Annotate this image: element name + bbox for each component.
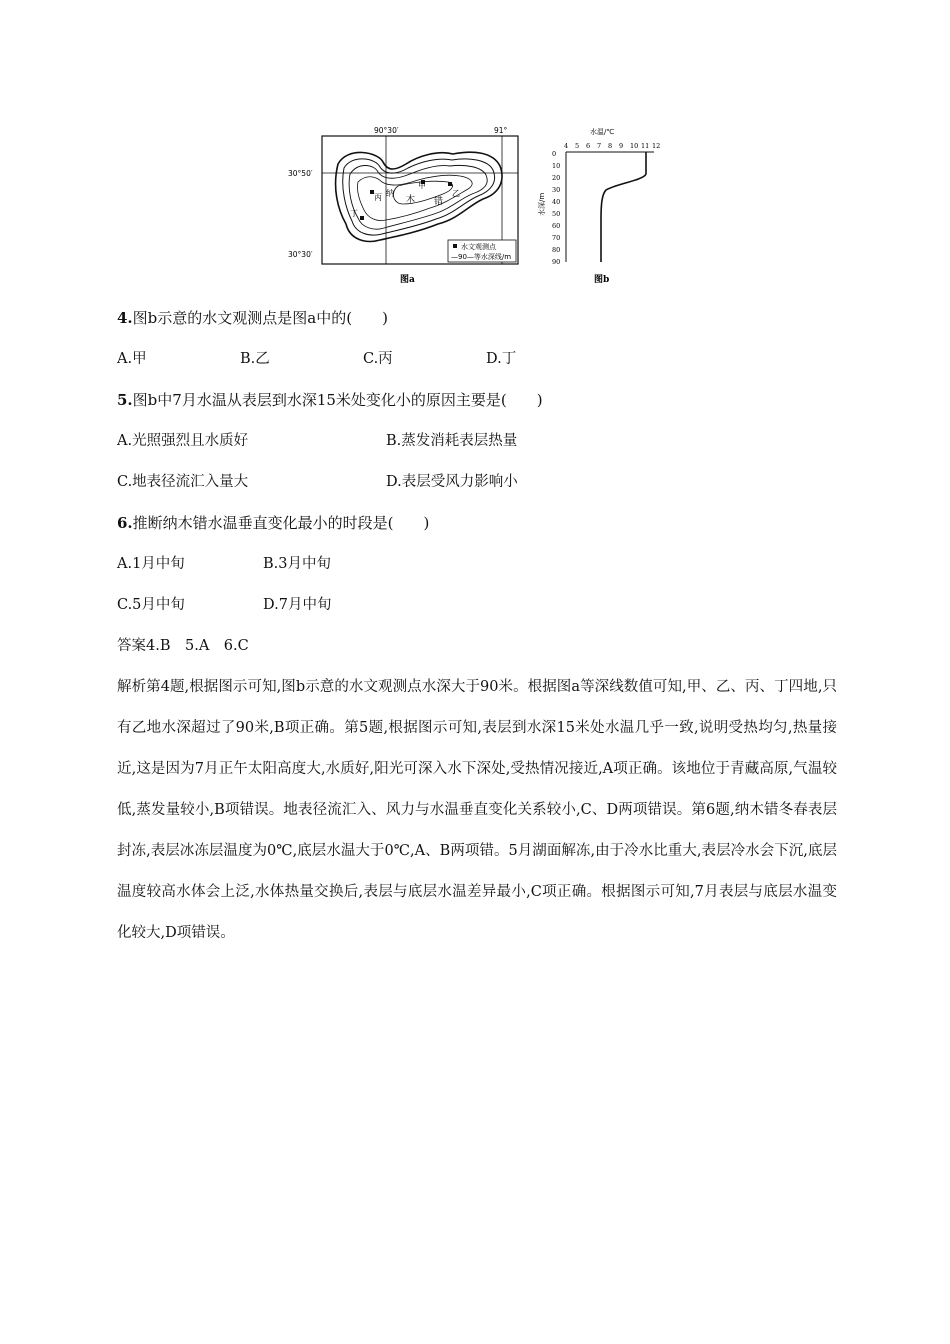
- option: C.地表径流汇入量大: [117, 474, 249, 490]
- question-4-options: [117, 339, 837, 380]
- figure-a-caption: 图a: [400, 275, 415, 284]
- y-tick-label: 60: [552, 222, 561, 230]
- option: A.甲: [117, 351, 147, 367]
- y-axis-title: 水深/m: [538, 192, 546, 216]
- map-figure-a: [288, 124, 528, 284]
- y-tick-label: 50: [552, 210, 561, 218]
- option: D.7月中旬: [263, 597, 332, 613]
- question-6-options-row1: [117, 544, 837, 585]
- lat-label-1: 30°50′: [288, 169, 313, 178]
- question-6-options-row2: [117, 585, 837, 626]
- x-tick-label: 5: [575, 142, 580, 150]
- option: A.1月中旬: [117, 556, 185, 572]
- profile-figure-b: [536, 124, 666, 284]
- question-5-options-row2: [117, 462, 837, 503]
- figure-b-caption: 图b: [594, 275, 610, 284]
- answer: 答案4.B 5.A 6.C: [117, 638, 249, 654]
- y-tick-label: 90: [552, 258, 561, 266]
- question-4: 4.图b示意的水文观测点是图a中的( ): [117, 309, 388, 327]
- y-tick-label: 80: [552, 246, 561, 254]
- x-tick-label: 11: [641, 142, 650, 150]
- y-tick-label: 0: [552, 150, 557, 158]
- y-tick-label: 70: [552, 234, 561, 242]
- option: C.5月中旬: [117, 597, 185, 613]
- option: C.丙: [363, 351, 393, 367]
- option: D.丁: [486, 351, 517, 367]
- question-6: 6.推断纳木错水温垂直变化最小的时段是( ): [117, 514, 430, 532]
- place-ding: 丁: [350, 209, 358, 218]
- x-tick-label: 10: [630, 142, 639, 150]
- lon-label-2: 91°: [494, 126, 508, 135]
- x-tick-label: 6: [586, 142, 591, 150]
- place-yi: 乙: [452, 189, 460, 198]
- y-tick-label: 20: [552, 174, 561, 182]
- x-tick-label: 9: [619, 142, 624, 150]
- figure: [288, 124, 678, 289]
- question-5-options-row1: [117, 421, 837, 462]
- place-mu: 木: [406, 195, 416, 205]
- question-5: 5.图b中7月水温从表层到水深15米处变化小的原因主要是( ): [117, 391, 543, 409]
- analysis: 解析第4题,根据图示可知,图b示意的水文观测点水深大于90米。根据图a等深线数值可知,甲、乙、丙、丁四地,只有乙地水深超过了90米,B项正确。第5题,根据图示可知,表层到水深15米处水温几乎一致,说明受热均匀,热量接近,这是因为7月正午太阳高度大,水质好,阳光可深入水下深处,受热情况接近,A项正确。该地位于青藏高原,气温较低,蒸发量较小,B项错误。地表径流汇入、风力与水温垂直变化关系较小,C、D两项错误。第6题,纳木错冬春表层封冻,表层冰冻层温度为0℃,底层水温大于0℃,A、B两项错。5月湖面解冻,由于冷水比重大,表层冷水会下沉,底层温度较高水体会上泛,水体热量交换后,表层与底层水温差异最小,C项正确。根据图示可知,7月表层与底层水温变化较大,D项错误。: [117, 679, 837, 941]
- legend-station: 水文观测点: [461, 243, 496, 251]
- place-na: 纳: [386, 189, 394, 198]
- x-tick-label: 12: [652, 142, 661, 150]
- place-jia: 甲: [418, 181, 426, 190]
- option: D.表层受风力影响小: [386, 474, 518, 490]
- option: A.光照强烈且水质好: [117, 433, 249, 449]
- option: B.乙: [240, 351, 270, 367]
- temperature-curve: [601, 152, 646, 262]
- option: B.蒸发消耗表层热量: [386, 433, 518, 449]
- place-cuo: 错: [434, 197, 444, 207]
- x-tick-label: 8: [608, 142, 613, 150]
- x-tick-label: 7: [597, 142, 602, 150]
- lon-label-1: 90°30′: [374, 126, 399, 135]
- y-tick-label: 40: [552, 198, 561, 206]
- place-bing: 丙: [374, 193, 382, 202]
- y-tick-label: 10: [552, 162, 561, 170]
- y-tick-label: 30: [552, 186, 561, 194]
- question-content: [117, 298, 837, 954]
- legend-isobath: —90—等水深线/m: [451, 253, 512, 261]
- x-axis-title: 水温/℃: [590, 128, 615, 136]
- lat-label-2: 30°30′: [288, 250, 313, 259]
- option: B.3月中旬: [263, 556, 331, 572]
- x-tick-label: 4: [564, 142, 569, 150]
